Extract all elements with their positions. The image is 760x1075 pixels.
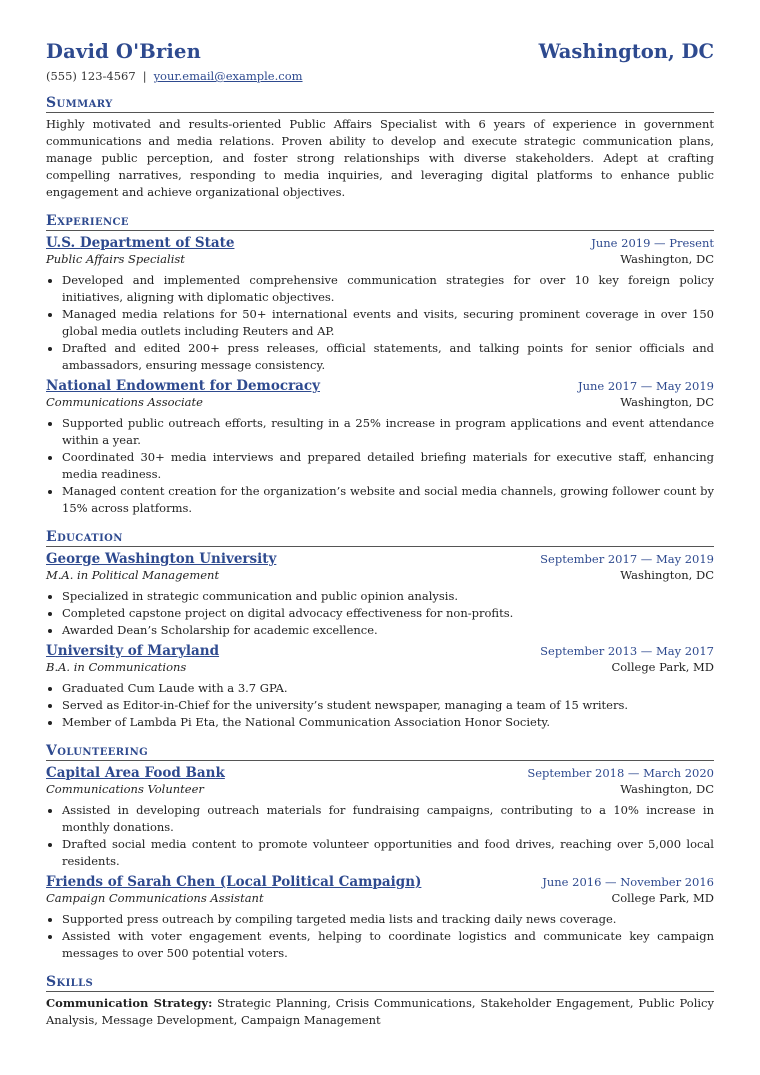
skills-label: Communication Strategy: bbox=[46, 996, 213, 1010]
bullet-list bbox=[46, 802, 714, 870]
bullet-item: • Member of Lambda Pi Eta, the National Communication Association Honor Society. bbox=[62, 714, 714, 731]
summary-heading: Summary bbox=[46, 95, 714, 113]
candidate-location: Washington, DC bbox=[538, 40, 714, 63]
study-dates: September 2013 — May 2017 bbox=[540, 644, 714, 658]
bullet-item: • Assisted in developing outreach materials for fundraising campaigns, contributing to a 10% increase in monthly donations. bbox=[62, 802, 714, 836]
school-name[interactable]: University of Maryland bbox=[46, 643, 220, 659]
volunteering-heading: Volunteering bbox=[46, 743, 714, 761]
bullet-list bbox=[46, 680, 714, 731]
volunteering-entry bbox=[46, 874, 714, 962]
volunteer-location: College Park, MD bbox=[611, 891, 714, 905]
school-location: Washington, DC bbox=[620, 568, 714, 582]
contact-separator: | bbox=[142, 69, 147, 83]
experience-entry bbox=[46, 378, 714, 517]
organization-name[interactable]: Capital Area Food Bank bbox=[46, 765, 225, 781]
experience-heading: Experience bbox=[46, 213, 714, 231]
contact-line bbox=[46, 69, 714, 83]
bullet-list bbox=[46, 272, 714, 374]
bullet-item: • Supported press outreach by compiling targeted media lists and tracking daily news coverage. bbox=[62, 911, 714, 928]
volunteer-dates: September 2018 — March 2020 bbox=[527, 766, 714, 780]
volunteer-role: Communications Volunteer bbox=[46, 782, 204, 796]
bullet-item: • Awarded Dean’s Scholarship for academic excellence. bbox=[62, 622, 714, 639]
job-title: Public Affairs Specialist bbox=[46, 252, 185, 266]
bullet-item: • Developed and implemented comprehensive communication strategies for over 10 key foreign policy initiatives, aligning with diplomatic objectives. bbox=[62, 272, 714, 306]
degree: M.A. in Political Management bbox=[46, 568, 220, 582]
study-dates: September 2017 — May 2019 bbox=[540, 552, 714, 566]
bullet-item: • Graduated Cum Laude with a 3.7 GPA. bbox=[62, 680, 714, 697]
email-link[interactable]: your.email@example.com bbox=[153, 69, 303, 83]
education-heading: Education bbox=[46, 529, 714, 547]
employer-name[interactable]: U.S. Department of State bbox=[46, 235, 235, 251]
summary-text: Highly motivated and results-oriented Public Affairs Specialist with 6 years of experience in government communications and media relations. Proven ability to develop and execute strategic communication plans, manage public perception, and foster strong relationships with diverse stakeholders. Adept at crafting compelling narratives, responding to media inquiries, and leveraging digital platforms to enhance public engagement and achieve organizational objectives. bbox=[46, 117, 714, 199]
school-name[interactable]: George Washington University bbox=[46, 551, 277, 567]
bullet-item: • Supported public outreach efforts, resulting in a 25% increase in program applications and event attendance within a year. bbox=[62, 415, 714, 449]
bullet-list bbox=[46, 911, 714, 962]
education-entry bbox=[46, 551, 714, 639]
skills-text bbox=[46, 995, 714, 1029]
employment-dates: June 2017 — May 2019 bbox=[577, 379, 714, 393]
bullet-item: • Drafted and edited 200+ press releases, official statements, and talking points for senior officials and ambassadors, ensuring message consistency. bbox=[62, 340, 714, 374]
bullet-item: • Completed capstone project on digital advocacy effectiveness for non-profits. bbox=[62, 605, 714, 622]
bullet-item: • Drafted social media content to promote volunteer opportunities and food drives, reaching over 5,000 local residents. bbox=[62, 836, 714, 870]
bullet-item: • Specialized in strategic communication and public opinion analysis. bbox=[62, 588, 714, 605]
bullet-item: • Managed content creation for the organization’s website and social media channels, growing follower count by 15% across platforms. bbox=[62, 483, 714, 517]
candidate-name: David O'Brien bbox=[46, 40, 202, 63]
experience-entry bbox=[46, 235, 714, 374]
employment-dates: June 2019 — Present bbox=[591, 236, 714, 250]
bullet-item: • Served as Editor-in-Chief for the university’s student newspaper, managing a team of 15 writers. bbox=[62, 697, 714, 714]
school-location: College Park, MD bbox=[611, 660, 714, 674]
job-title: Communications Associate bbox=[46, 395, 203, 409]
job-location: Washington, DC bbox=[620, 252, 714, 266]
organization-name[interactable]: Friends of Sarah Chen (Local Political Campaign) bbox=[46, 874, 422, 890]
phone-number: (555) 123-4567 bbox=[46, 69, 136, 83]
employer-name[interactable]: National Endowment for Democracy bbox=[46, 378, 320, 394]
bullet-list bbox=[46, 588, 714, 639]
resume-header bbox=[46, 40, 714, 63]
degree: B.A. in Communications bbox=[46, 660, 187, 674]
bullet-item: • Assisted with voter engagement events, helping to coordinate logistics and communicate key campaign messages to over 500 potential voters. bbox=[62, 928, 714, 962]
volunteer-location: Washington, DC bbox=[620, 782, 714, 796]
education-entry bbox=[46, 643, 714, 731]
volunteering-entry bbox=[46, 765, 714, 870]
job-location: Washington, DC bbox=[620, 395, 714, 409]
volunteer-role: Campaign Communications Assistant bbox=[46, 891, 264, 905]
skills-list: Strategic Planning, Crisis Communications, Stakeholder Engagement, Public Policy Analysis, Message Development, Campaign Management bbox=[46, 996, 714, 1027]
volunteer-dates: June 2016 — November 2016 bbox=[542, 875, 714, 889]
skills-heading: Skills bbox=[46, 974, 714, 992]
bullet-item: • Coordinated 30+ media interviews and prepared detailed briefing materials for executive staff, enhancing media readiness. bbox=[62, 449, 714, 483]
bullet-list bbox=[46, 415, 714, 517]
bullet-item: • Managed media relations for 50+ international events and visits, securing prominent coverage in over 150 global media outlets including Reuters and AP. bbox=[62, 306, 714, 340]
